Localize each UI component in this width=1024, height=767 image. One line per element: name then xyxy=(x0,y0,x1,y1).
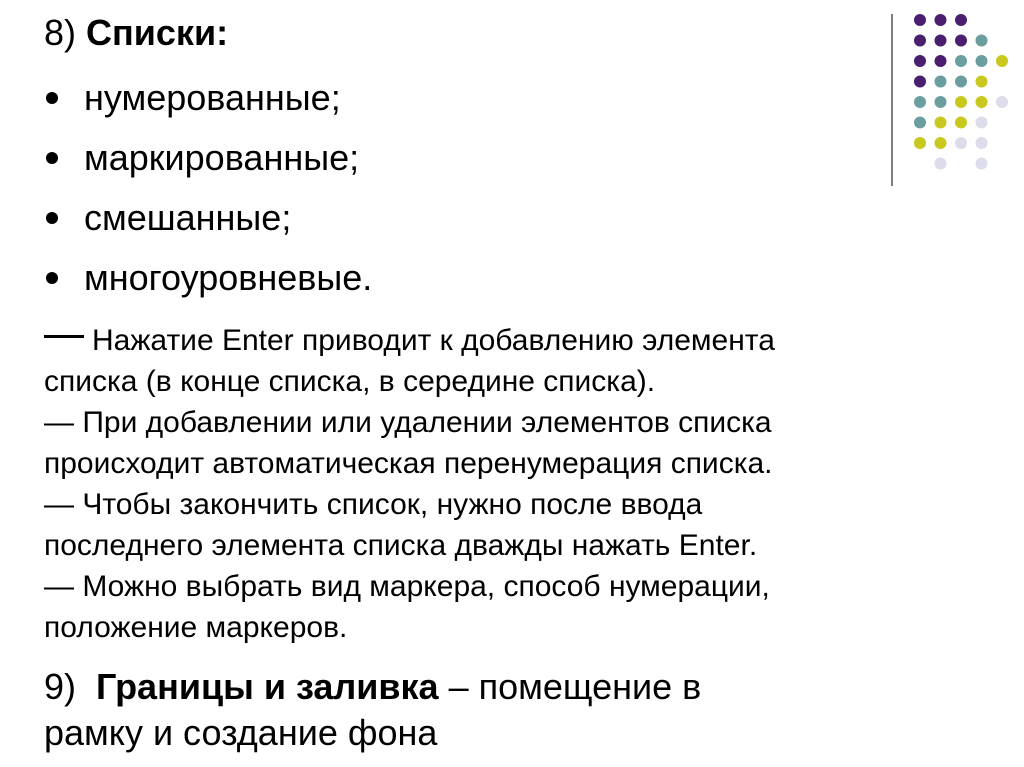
section-9-description: – помещение в xyxy=(438,666,702,707)
decorative-dot xyxy=(976,137,988,149)
section-8-number: 8) xyxy=(44,12,77,53)
long-dash-icon xyxy=(44,335,84,338)
decorative-dot xyxy=(955,76,967,88)
note-line xyxy=(44,607,904,648)
note-text: происходит автоматическая перенумерация списка. xyxy=(44,447,773,480)
decorative-dot xyxy=(914,76,926,88)
bullet-icon xyxy=(46,92,58,104)
decorative-dot xyxy=(955,55,967,67)
list-item-text: маркированные; xyxy=(84,137,360,178)
decorative-dot xyxy=(935,35,947,47)
note-text: последнего элемента списка дважды нажать Enter. xyxy=(44,529,758,562)
decorative-dot xyxy=(976,96,988,108)
section-9 xyxy=(44,664,924,756)
note-text: — Можно выбрать вид маркера, способ нумерации, xyxy=(44,570,770,603)
note-line xyxy=(44,525,904,566)
list-item-text: многоуровневые. xyxy=(84,257,373,298)
bullet-icon xyxy=(46,272,58,284)
notes-paragraph xyxy=(44,320,904,648)
note-text: положение маркеров. xyxy=(44,611,348,644)
note-line xyxy=(44,402,904,443)
decorative-dot xyxy=(955,137,967,149)
section-9-line-1 xyxy=(44,664,924,710)
decorative-dot xyxy=(935,158,947,170)
vertical-divider xyxy=(891,14,893,186)
note-text: Нажатие Enter приводит к добавлению элемента xyxy=(92,324,775,357)
note-line xyxy=(44,443,904,484)
section-8-title xyxy=(44,12,228,54)
decorative-dot xyxy=(935,76,947,88)
note-text: — Чтобы закончить список, нужно после ввода xyxy=(44,488,703,521)
decorative-dot xyxy=(935,137,947,149)
section-9-number: 9) xyxy=(44,666,77,707)
note-line xyxy=(44,361,904,402)
list-item xyxy=(46,188,372,248)
decorative-dot xyxy=(914,117,926,129)
list-item xyxy=(46,68,372,128)
list-item xyxy=(46,128,372,188)
decorative-dot xyxy=(955,96,967,108)
list-item-text: нумерованные; xyxy=(84,77,341,118)
note-line xyxy=(44,320,904,361)
note-line xyxy=(44,484,904,525)
decorative-dot xyxy=(955,35,967,47)
note-text: списка (в конце списка, в середине списка). xyxy=(44,365,656,398)
decorative-dot xyxy=(914,14,926,26)
decorative-dot xyxy=(996,96,1008,108)
bullet-icon xyxy=(46,212,58,224)
decorative-dot xyxy=(935,14,947,26)
decorative-dot xyxy=(914,137,926,149)
decorative-dot xyxy=(955,14,967,26)
decorative-dot xyxy=(914,35,926,47)
decorative-dot xyxy=(935,55,947,67)
list-types xyxy=(46,68,372,308)
section-8-heading: Списки: xyxy=(86,12,229,53)
decorative-dot xyxy=(976,117,988,129)
decorative-dot xyxy=(914,96,926,108)
decorative-dot xyxy=(955,117,967,129)
note-line xyxy=(44,566,904,607)
section-9-line-2: рамку и создание фона xyxy=(44,712,438,753)
decorative-dot xyxy=(914,55,926,67)
decorative-dot xyxy=(976,158,988,170)
decorative-dot xyxy=(996,55,1008,67)
list-item xyxy=(46,248,372,308)
decorative-dot xyxy=(976,76,988,88)
note-text: — При добавлении или удалении элементов списка xyxy=(44,406,772,439)
section-9-heading: Границы и заливка xyxy=(96,666,439,707)
decorative-dot xyxy=(935,117,947,129)
list-item-text: смешанные; xyxy=(84,197,292,238)
decorative-dot xyxy=(935,96,947,108)
decorative-dot xyxy=(976,35,988,47)
bullet-icon xyxy=(46,152,58,164)
decorative-dot xyxy=(976,55,988,67)
